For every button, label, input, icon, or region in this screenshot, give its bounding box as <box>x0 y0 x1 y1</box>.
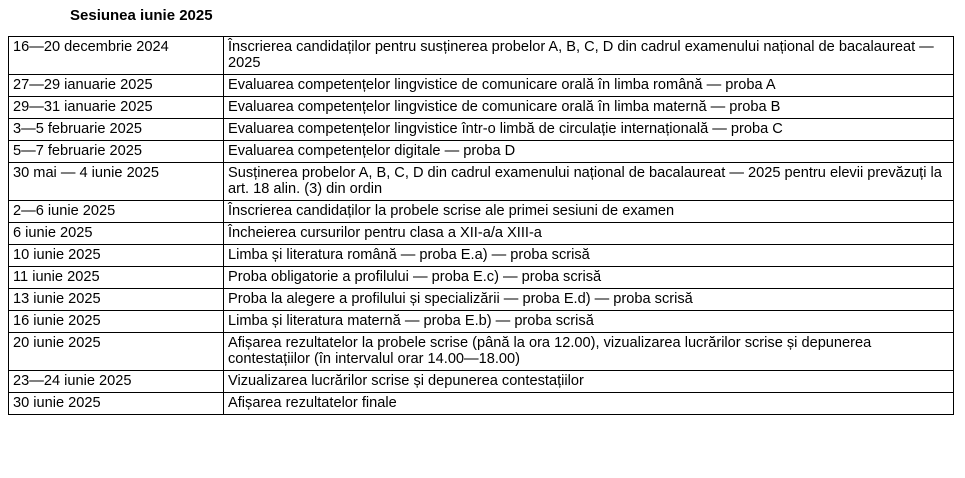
event-cell: Limba și literatura română — proba E.a) — proba scrisă <box>224 245 954 267</box>
event-cell: Vizualizarea lucrărilor scrise și depunerea contestațiilor <box>224 371 954 393</box>
date-cell: 11 iunie 2025 <box>9 267 224 289</box>
date-cell: 20 iunie 2025 <box>9 333 224 371</box>
table-row <box>9 37 954 75</box>
table-row <box>9 201 954 223</box>
event-cell: Înscrierea candidaților pentru susținerea probelor A, B, C, D din cadrul examenului național de bacalaureat — 2025 <box>224 37 954 75</box>
event-cell: Proba obligatorie a profilului — proba E.c) — proba scrisă <box>224 267 954 289</box>
date-cell: 6 iunie 2025 <box>9 223 224 245</box>
date-cell: 3—5 februarie 2025 <box>9 119 224 141</box>
date-cell: 10 iunie 2025 <box>9 245 224 267</box>
table-row <box>9 267 954 289</box>
table-row <box>9 223 954 245</box>
table-row <box>9 289 954 311</box>
event-cell: Afișarea rezultatelor la probele scrise (până la ora 12.00), vizualizarea lucrărilor scrise și depunerea contestațiilor (în intervalul orar 14.00—18.00) <box>224 333 954 371</box>
date-cell: 13 iunie 2025 <box>9 289 224 311</box>
table-row <box>9 371 954 393</box>
table-row <box>9 141 954 163</box>
table-row <box>9 333 954 371</box>
event-cell: Afișarea rezultatelor finale <box>224 393 954 415</box>
event-cell: Limba și literatura maternă — proba E.b) — proba scrisă <box>224 311 954 333</box>
date-cell: 23—24 iunie 2025 <box>9 371 224 393</box>
date-cell: 30 iunie 2025 <box>9 393 224 415</box>
event-cell: Proba la alegere a profilului și specializării — proba E.d) — proba scrisă <box>224 289 954 311</box>
date-cell: 16 iunie 2025 <box>9 311 224 333</box>
event-cell: Evaluarea competențelor digitale — proba D <box>224 141 954 163</box>
event-cell: Susținerea probelor A, B, C, D din cadrul examenului național de bacalaureat — 2025 pentru elevii prevăzuți la art. 18 alin. (3) din ordin <box>224 163 954 201</box>
date-cell: 30 mai — 4 iunie 2025 <box>9 163 224 201</box>
event-cell: Încheierea cursurilor pentru clasa a XII-a/a XIII-a <box>224 223 954 245</box>
event-cell: Evaluarea competențelor lingvistice într-o limbă de circulație internațională — proba C <box>224 119 954 141</box>
date-cell: 27—29 ianuarie 2025 <box>9 75 224 97</box>
event-cell: Evaluarea competențelor lingvistice de comunicare orală în limba română — proba A <box>224 75 954 97</box>
table-row <box>9 245 954 267</box>
date-cell: 16—20 decembrie 2024 <box>9 37 224 75</box>
table-row <box>9 97 954 119</box>
table-row <box>9 119 954 141</box>
event-cell: Evaluarea competențelor lingvistice de comunicare orală în limba maternă — proba B <box>224 97 954 119</box>
table-row <box>9 393 954 415</box>
table-row <box>9 75 954 97</box>
section-title: Sesiunea iunie 2025 <box>70 7 213 24</box>
table-row <box>9 163 954 201</box>
table-row <box>9 311 954 333</box>
event-cell: Înscrierea candidaților la probele scrise ale primei sesiuni de examen <box>224 201 954 223</box>
date-cell: 5—7 februarie 2025 <box>9 141 224 163</box>
date-cell: 2—6 iunie 2025 <box>9 201 224 223</box>
schedule-table <box>8 36 954 415</box>
date-cell: 29—31 ianuarie 2025 <box>9 97 224 119</box>
